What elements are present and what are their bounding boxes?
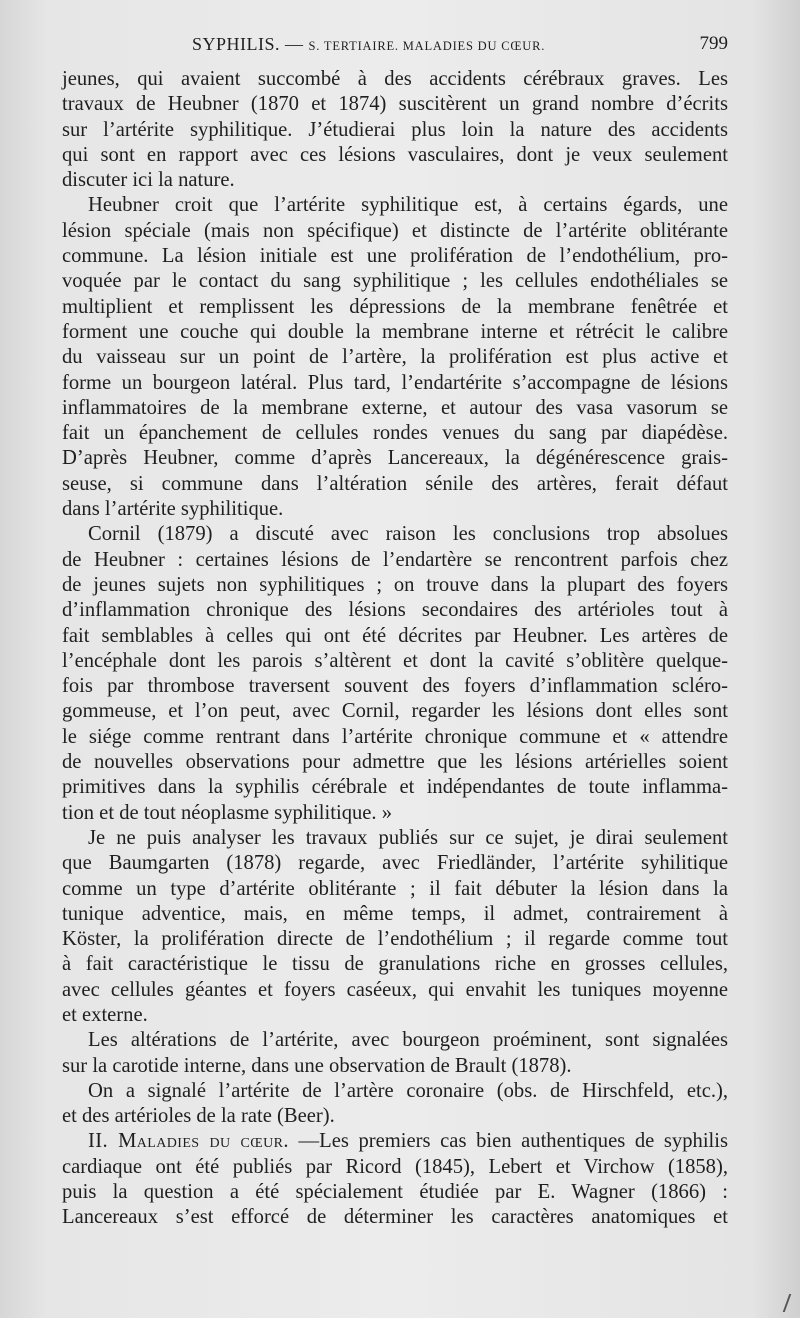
- text-line: cardiaque ont été publiés par Ricord (1845), Lebert et Virchow (1858),: [62, 1155, 728, 1178]
- text-line: fait un épanchement de cellules rondes venues du sang par diapédèse.: [62, 422, 728, 445]
- text-line: fait semblables à celles qui ont été décrites par Heubner. Les artères de: [62, 624, 728, 647]
- text-line: inflammatoires de la membrane externe, et autour des vasa vasorum se: [62, 396, 728, 419]
- text-line: forme un bourgeon latéral. Plus tard, l’endartérite s’accompagne de lésions: [62, 371, 728, 394]
- section-heading-line: [62, 1129, 728, 1154]
- text-line: gommeuse, et l’on peut, avec Cornil, regarder les lésions dont elles sont: [62, 700, 728, 723]
- text-line: sur l’artérite syphilitique. J’étudierai plus loin la nature des accidents: [62, 118, 728, 141]
- text-line: Heubner croit que l’artérite syphilitique est, à certains égards, une: [88, 194, 728, 217]
- text-line: forment une couche qui double la membrane interne et rétrécit le calibre: [62, 320, 728, 343]
- text-line: commune. La lésion initiale est une prolifération de l’endothélium, pro-: [62, 245, 728, 268]
- text-line: avec cellules géantes et foyers caséeux, qui envahit les tuniques moyenne: [62, 978, 728, 1001]
- text-line: multiplient et remplissent les dépressions de la membrane fenêtrée et: [62, 295, 728, 318]
- text-line: discuter ici la nature.: [62, 169, 235, 192]
- text-line: d’inflammation chronique des lésions secondaires des artérioles tout à: [62, 599, 728, 622]
- text-line: puis la question a été spécialement étudiée par E. Wagner (1866) :: [62, 1181, 728, 1204]
- running-title: [192, 32, 545, 58]
- text-line: l’encéphale dont les parois s’altèrent et dont la cavité s’oblitère quelque-: [62, 649, 728, 672]
- text-line: Köster, la prolifération directe de l’endothélium ; il regarde comme tout: [62, 928, 728, 951]
- header-subtitle: S. TERTIAIRE. MALADIES DU CŒUR.: [308, 39, 546, 53]
- text-line-fragment: —Les premiers cas bien authentiques de syphilis: [298, 1130, 728, 1153]
- text-line: à fait caractéristique le tissu de granulations riche en grosses cellules,: [62, 953, 728, 976]
- text-line: voquée par le contact du sang syphilitique ; les cellules endothéliales se: [62, 270, 728, 293]
- text-line: de jeunes sujets non syphilitiques ; on trouve dans la plupart des foyers: [62, 573, 728, 596]
- page-number: 799: [699, 33, 728, 54]
- header-title: SYPHILIS.: [192, 34, 281, 54]
- text-line: jeunes, qui avaient succombé à des accidents cérébraux graves. Les: [62, 68, 728, 90]
- text-line: Cornil (1879) a discuté avec raison les conclusions trop absolues: [88, 523, 728, 546]
- text-line: de Heubner : certaines lésions de l’endartère se rencontrent parfois chez: [62, 548, 728, 571]
- header-separator: —: [285, 34, 304, 54]
- text-line: primitives dans la syphilis cérébrale et indépendantes de toute inflamma-: [62, 776, 728, 799]
- section-heading: II. Maladies du cœur.: [88, 1130, 289, 1153]
- text-line: travaux de Heubner (1870 et 1874) suscitèrent un grand nombre d’écrits: [62, 93, 728, 116]
- text-line: tunique adventice, mais, en même temps, il admet, contrairement à: [62, 902, 728, 925]
- text-line: seuse, si commune dans l’altération sénile des artères, ferait défaut: [62, 472, 728, 495]
- text-line: fois par thrombose traversent souvent des foyers d’inflammation scléro-: [62, 675, 728, 698]
- page-corner-mark: [783, 1294, 800, 1312]
- text-line: sur la carotide interne, dans une observation de Brault (1878).: [62, 1054, 572, 1077]
- text-line: Lancereaux s’est efforcé de déterminer les caractères anatomiques et: [62, 1206, 728, 1229]
- text-line: dans l’artérite syphilitique.: [62, 498, 284, 521]
- body-text: [62, 67, 728, 1231]
- text-line: du vaisseau sur un point de l’artère, la prolifération est plus active et: [62, 346, 728, 369]
- text-line: que Baumgarten (1878) regarde, avec Friedländer, l’artérite syhilitique: [62, 852, 728, 875]
- text-line: et externe.: [62, 1003, 148, 1026]
- text-line: tion et de tout néoplasme syphilitique. »: [62, 801, 393, 824]
- text-line: comme un type d’artérite oblitérante ; il fait débuter la lésion dans la: [62, 877, 728, 900]
- text-line: On a signalé l’artérite de l’artère coronaire (obs. de Hirschfeld, etc.),: [88, 1079, 728, 1102]
- text-line: le siége comme rentrant dans l’artérite chronique commune et « attendre: [62, 725, 728, 748]
- text-line: Les altérations de l’artérite, avec bourgeon proéminent, sont signalées: [88, 1029, 728, 1052]
- text-line: de nouvelles observations pour admettre que les lésions artérielles soient: [62, 751, 728, 774]
- text-line: et des artérioles de la rate (Beer).: [62, 1105, 335, 1128]
- running-header: [62, 32, 728, 56]
- text-line: lésion spéciale (mais non spécifique) et distincte de l’artérite oblitérante: [62, 219, 728, 242]
- text-line: Je ne puis analyser les travaux publiés sur ce sujet, je dirai seulement: [88, 826, 728, 849]
- text-line: D’après Heubner, comme d’après Lancereaux, la dégénérescence grais-: [62, 447, 728, 470]
- text-line: qui sont en rapport avec ces lésions vasculaires, dont je veux seulement: [62, 143, 728, 166]
